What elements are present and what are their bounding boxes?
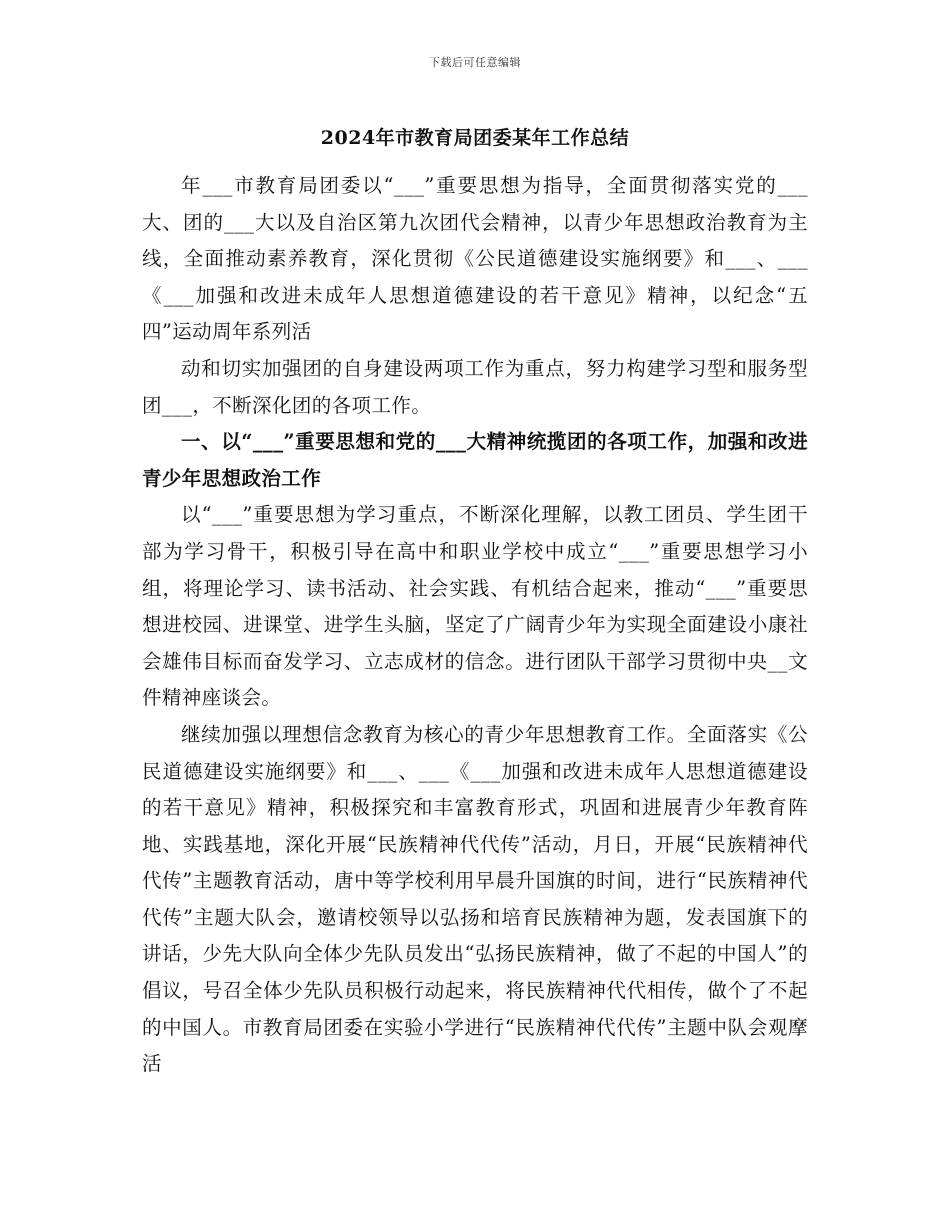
- document-title: 2024年市教育局团委某年工作总结: [320, 127, 630, 149]
- document-body: [142, 168, 808, 1083]
- paragraph-theory-study: 以“___”重要思想为学习重点，不断深化理解，以教工团员、学生团干部为学习骨干，积极引导在高中和职业学校中成立“___”重要思想学习小组，将理论学习、读书活动、社会实践、有机结合起来，推动“___”重要思想进校园、进课堂、进学生头脑，坚定了广阔青少年为实现全面建设小康社会雄伟目标而奋发学习、立志成材的信念。进行团队干部学习贯彻中央__文件精神座谈会。: [142, 503, 808, 710]
- paragraph-intro-continued: 动和切实加强团的自身建设两项工作为重点，努力构建学习型和服务型团___，不断深化团的各项工作。: [142, 356, 808, 417]
- paragraph-intro: 年___市教育局团委以“___”重要思想为指导，全面贯彻落实党的___大、团的___大以及自治区第九次团代会精神，以青少年思想政治教育为主线，全面推动素养教育，深化贯彻《公民道德建设实施纲要》和___、___《___加强和改进未成年人思想道德建设的若干意见》精神，以纪念“五四”运动周年系列活: [142, 174, 808, 344]
- paragraph-ideology-education: 继续加强以理想信念教育为核心的青少年思想教育工作。全面落实《公民道德建设实施纲要》和___、___《___加强和改进未成年人思想道德建设的若干意见》精神，积极探究和丰富教育形式，巩固和进展青少年教育阵地、实践基地，深化开展“民族精神代代传”活动，月日，开展“民族精神代代传”主题教育活动，唐中等学校利用早晨升国旗的时间，进行“民族精神代代传”主题大队会，邀请校领导以弘扬和培育民族精神为题，发表国旗下的讲话，少先大队向全体少先队员发出“弘扬民族精神，做了不起的中国人”的倡议，号召全体少先队员积极行动起来，将民族精神代代相传，做个了不起的中国人。市教育局团委在实验小学进行“民族精神代代传”主题中队会观摩活: [142, 722, 808, 1076]
- page-header-note: 下载后可任意编辑: [429, 56, 521, 69]
- section-heading-1: 一、以“___”重要思想和党的___大精神统揽团的各项工作，加强和改进青少年思想政治工作: [142, 430, 808, 490]
